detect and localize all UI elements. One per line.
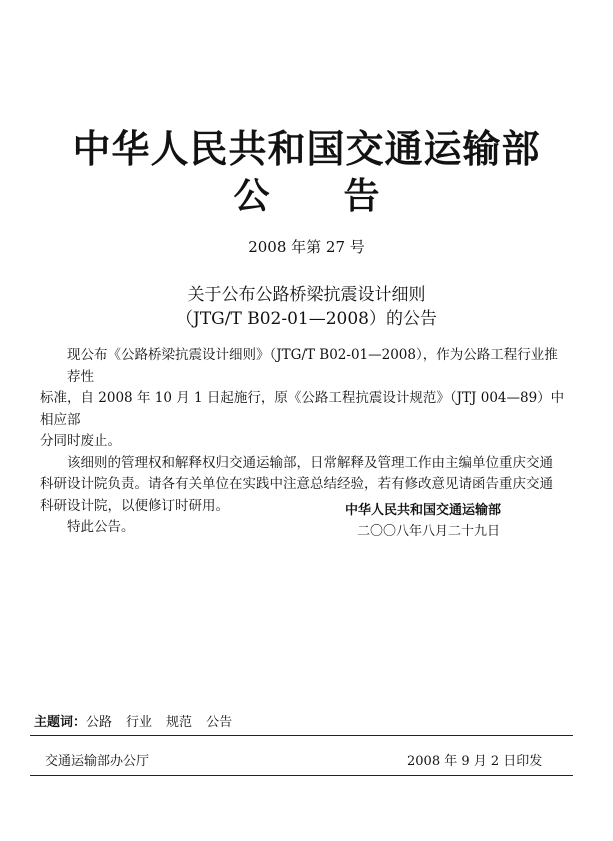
keyword-item: 行业 [126, 715, 153, 730]
signature-organization: 中华人民共和国交通运输部 [345, 503, 502, 518]
header-organization: 中华人民共和国交通运输部 [72, 127, 541, 171]
keyword-item: 公路 [86, 715, 113, 730]
footer-issuer: 交通运输部办公厅 [45, 754, 150, 769]
body-para2-line3: 科研设计院，以便修订时研用。 [40, 497, 229, 514]
header-title-right: 告 [343, 176, 380, 217]
keyword-item: 公告 [206, 715, 233, 730]
body-para1-line2: 标准，自 2008 年 10 月 1 日起施行，原《公路工程抗震设计规范》（JTJ 004—89）中相应部 [40, 390, 565, 428]
notice-title-line-1: 关于公布公路桥梁抗震设计细则 [187, 285, 426, 305]
body-para1-line1: 现公布《公路桥梁抗震设计细则》（JTG/T B02-01—2008），作为公路工程行业推荐性 [67, 347, 558, 385]
header-title-left: 公 [233, 176, 270, 217]
keywords-line [34, 711, 246, 730]
notice-title-line-2: （JTG/T B02-01—2008）的公告 [176, 309, 437, 329]
body-para2-line1: 该细则的管理权和解释权归交通运输部，日常解释及管理工作由主编单位重庆交通 [67, 454, 553, 471]
footer-print-date: 2008 年 9 月 2 日印发 [407, 754, 543, 769]
body-para3: 特此公告。 [67, 519, 135, 535]
body-para1-line3: 分同时废止。 [40, 433, 121, 449]
document-number: 2008 年第 27 号 [248, 238, 365, 256]
footer-rule-top [30, 735, 573, 736]
keyword-item: 规范 [166, 715, 193, 730]
footer-rule-bottom [30, 775, 573, 776]
header-title [0, 168, 613, 219]
signature-date: 二〇〇八年八月二十九日 [357, 524, 501, 539]
keywords-label: 主题词： [34, 715, 87, 730]
body-para2-line2: 科研设计院负责。请各有关单位在实践中注意总结经验，若有修改意见请函告重庆交通 [40, 476, 553, 492]
